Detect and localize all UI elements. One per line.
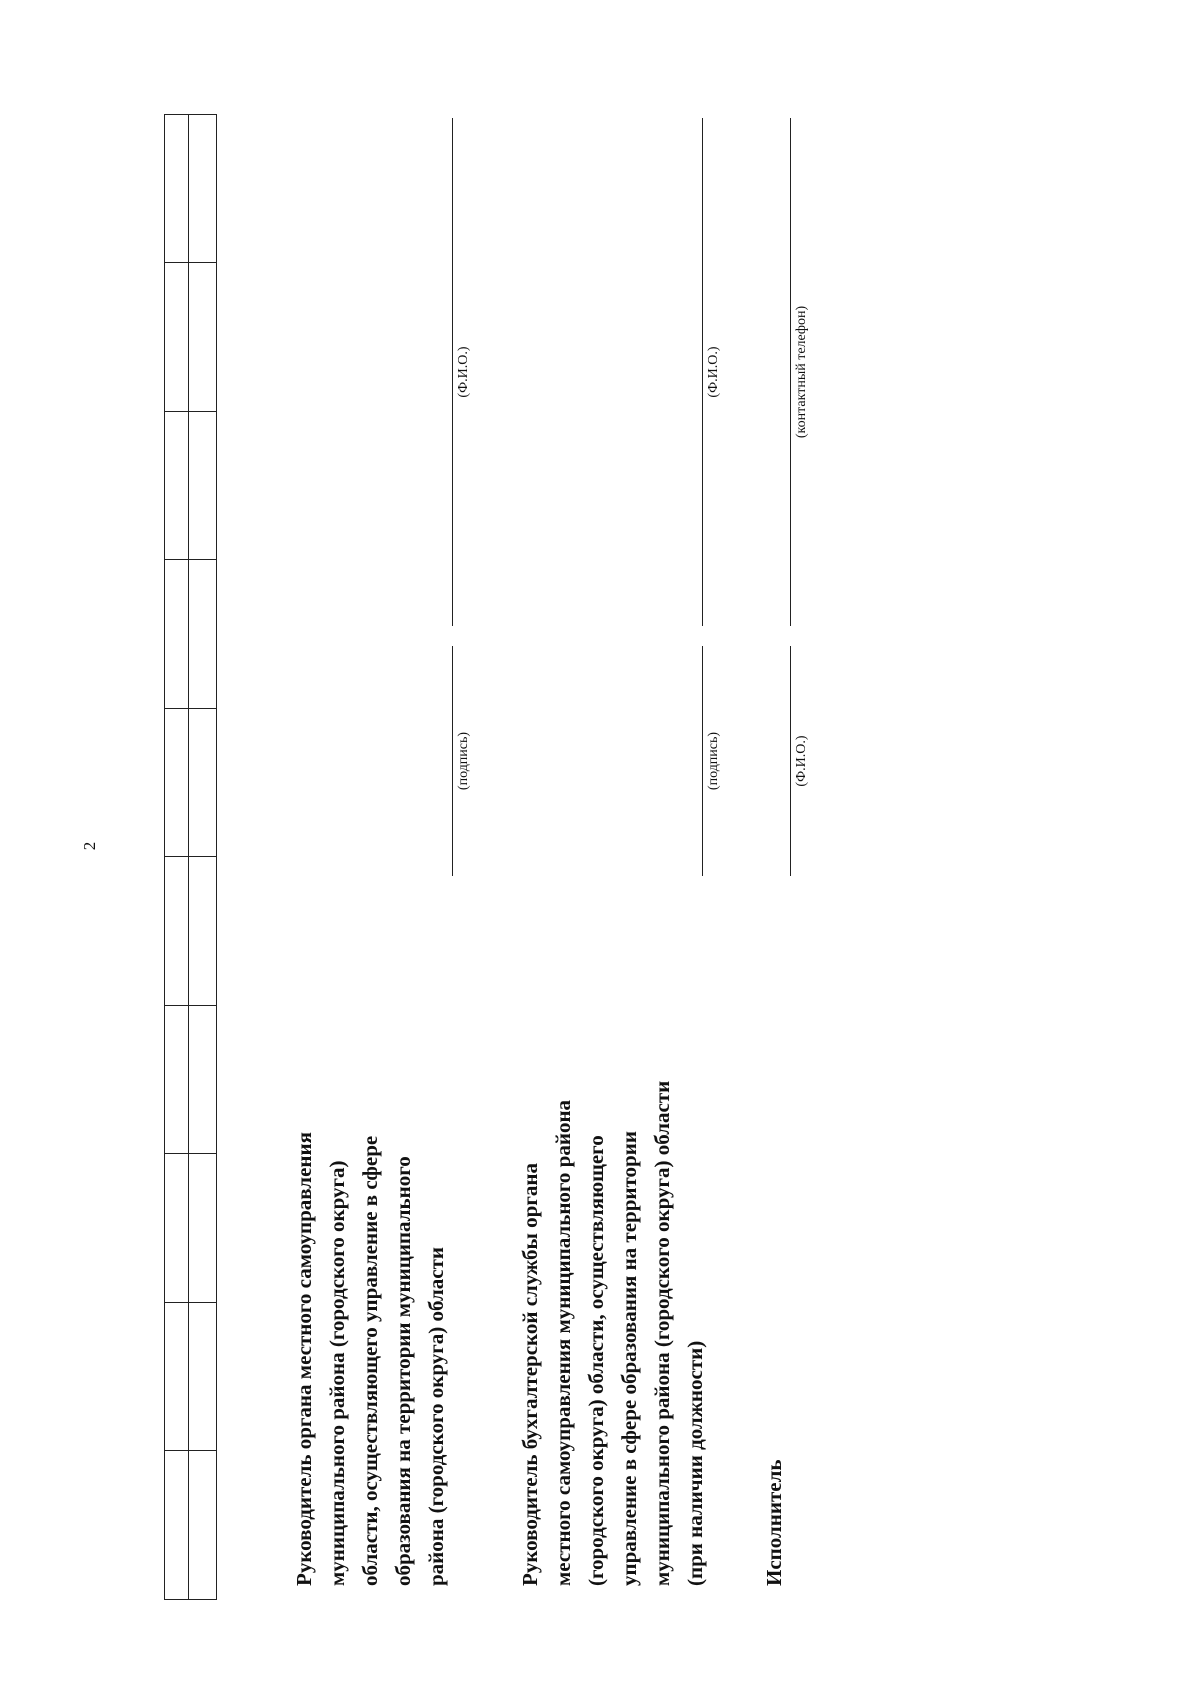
table-cell: [189, 857, 217, 1006]
table-cell: [189, 709, 217, 858]
form-table: [164, 114, 217, 1600]
name-line: [452, 118, 453, 626]
title-line: муниципального района (городского округа) области: [650, 1080, 674, 1586]
table-cell: [189, 560, 217, 709]
table-cell: [165, 709, 189, 858]
table-cell: [165, 412, 189, 561]
name-caption: (Ф.И.О.): [456, 346, 471, 398]
table-cell: [189, 115, 217, 264]
executor-title: [758, 1186, 791, 1586]
title-line: Руководитель органа местного самоуправления: [292, 1132, 316, 1586]
title-line: Исполнитель: [762, 1459, 786, 1586]
table-cell: [165, 263, 189, 412]
head-of-education-authority-title: [288, 966, 453, 1586]
head-of-accounting-title: [514, 926, 712, 1586]
table-cell: [165, 857, 189, 1006]
executor-name-caption: (Ф.И.О.): [794, 735, 809, 787]
title-line: района (городского округа) области: [424, 1246, 448, 1586]
table-cell: [189, 263, 217, 412]
table-cell: [189, 1006, 217, 1155]
title-line: (при наличии должности): [683, 1340, 707, 1586]
table-cell: [189, 1451, 217, 1600]
table-cell: [189, 412, 217, 561]
title-line: (городского округа) области, осуществляющего: [584, 1135, 608, 1586]
title-line: управление в сфере образования на территории: [617, 1131, 641, 1586]
table-cell: [165, 560, 189, 709]
table-row: [165, 115, 189, 1600]
table-cell: [165, 1154, 189, 1303]
table-row: [189, 115, 217, 1600]
signature-caption: (подпись): [706, 731, 721, 791]
table-cell: [165, 1451, 189, 1600]
table-cell: [165, 1006, 189, 1155]
table-cell: [189, 1154, 217, 1303]
table-cell: [189, 1303, 217, 1452]
title-line: Руководитель бухгалтерской службы органа: [518, 1163, 542, 1586]
phone-caption: (контактный телефон): [794, 305, 809, 439]
phone-line: [790, 118, 791, 626]
signature-line: [702, 646, 703, 876]
name-line: [702, 118, 703, 626]
title-line: образования на территории муниципального: [391, 1156, 415, 1586]
page-number: 2: [80, 841, 99, 851]
title-line: области, осуществляющего управление в сфере: [358, 1135, 382, 1586]
signature-line: [452, 646, 453, 876]
title-line: местного самоуправления муниципального района: [551, 1099, 575, 1586]
signature-caption: (подпись): [456, 731, 471, 791]
name-caption: (Ф.И.О.): [706, 346, 721, 398]
table-cell: [165, 1303, 189, 1452]
table-cell: [165, 115, 189, 264]
title-line: муниципального района (городского округа): [325, 1160, 349, 1586]
executor-name-line: [790, 646, 791, 876]
